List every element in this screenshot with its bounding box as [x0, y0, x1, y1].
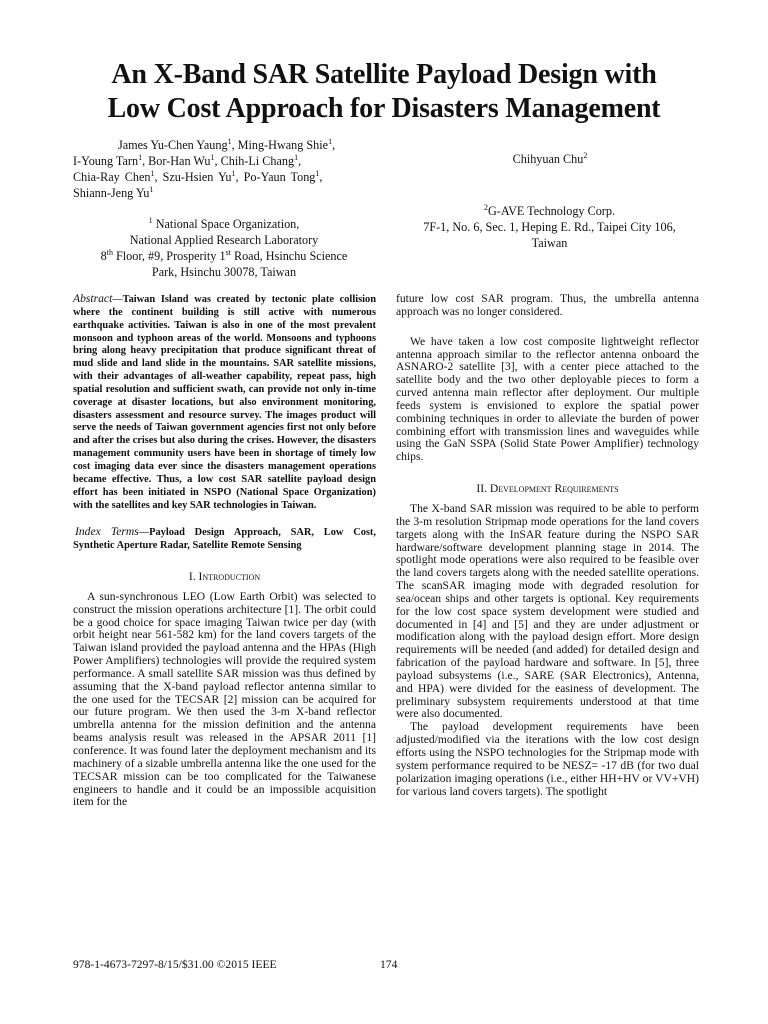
affiliation-left — [74, 216, 374, 280]
author-name: Chihyuan Chu — [512, 152, 584, 166]
author-list-right: Chihyuan Chu$^2$ — [512, 150, 588, 166]
title-line-2: Low Cost Approach for Disasters Management — [107, 93, 661, 124]
abstract-body: Taiwan Island was created by tectonic plate collision where the continent building is still active with numerous earthquake activities. Taiwan is also in one of the most prevalent monsoon and typhoon areas of the world. Monsoons and typhoons bring along heavy precipitation that produce significant threat of mud slide and land slide in the mountains. SAR satellite missions, with their advantages of all-weather capability, repeat pass, high spatial resolution and sufficient swath, can provide not only in-time coverage at disaster locations, but also environment monitoring, disasters assessment and resource survey. The images product will serve the needs of Taiwan government agencies first not only before and after the crises but also during the crises. However, the disasters management community users have been in shortage of timely low cost imaging data ever since the disasters management operations became effective. Thus, a low cost SAR satellite payload design effort has been initiated in NSPO (National Space Organization) with the satellites and key SAR technologies in Taiwan. — [73, 294, 376, 511]
right-column — [396, 293, 699, 798]
affiliation-line-3: 8th Floor, #9, Prosperity 1st Road, Hsinchu Science — [100, 247, 348, 263]
affiliation-line-3: Taiwan — [531, 236, 568, 250]
affiliation-right — [397, 203, 702, 251]
index-terms-body: Payload Design Approach, SAR, Low Cost, Synthetic Aperture Radar, Satellite Remote Sensing — [73, 527, 376, 552]
index-terms-heading: Index Terms — [75, 525, 139, 539]
paragraph: A sun-synchronous LEO (Low Earth Orbit) was selected to construct the mission operations architecture [1]. The orbit could be a good choice for space imaging Taiwan twice per day (with orbit height near 561-582 km) for the land covers targets of the Taiwan island provided the payload antenna and the HPAs (High Power Amplifiers) technologies will provide the required system performance. A small satellite SAR mission was thus defined by assuming that the X-band payload reflector antenna similar to the one used for the TECSAR [2] mission can be acquired for our future program. We then used the 3-m X-band reflector umbrella antenna for the mission definition and the antenna beams analysis result was released in the APSAR 2011 [1] conference. It was found later the deployment mechanism and its machinery of a sizable umbrella antenna like the one used for the TECSAR mission can be too complicated for the Taiwanese engineers to handle and it could be an impossible acquisition item for the — [73, 589, 376, 809]
paragraph: The X-band SAR mission was required to be able to perform the 3-m resolution Stripmap mode operations for the land covers targets along with the InSAR feature during the NSPO SAR hardware/software development planning stage in 2014. The spotlight mode operations were also required to be feasible over the land covers targets along with the needed satellite operations. The scanSAR imaging mode with degraded resolution for sea/ocean ships and other targets is optional. Key requirements for the low cost space system development were studied and documented in [4] and [5] and they are under adjustment or modification along with the payload design effort. More design requirements will be needed (and added) for detailed design and fabrication of the payload hardware and software. In [5], three payload subsystems (i.e., SARE (SAR Electronics), Antenna, and HPA) were divided for the easiness of development. The preliminary subsystem requirements understood at that time were also documented. — [396, 501, 699, 721]
abstract: Abstract—Taiwan Island was created by tectonic plate collision where the continent building is still active with numerous earthquake activities. Taiwan is also in one of the most prevalent monsoon and typhoon areas of the world. Monsoons and typhoons bring along heavy precipitation that produce significant threat of mud slide and land slide in the mountains. SAR satellite missions, with their advantages of all-weather capability, repeat pass, high spatial resolution and sufficient swath, can provide not only in-time coverage at disaster locations, but also environment monitoring, disasters assessment and resource survey. The images product will serve the needs of Taiwan government agencies first not only before and after the crises but also during the crises. However, the disasters management community users have been in shortage of timely low cost imaging data ever since the disasters management operations became effective. Thus, a low cost SAR satellite payload design effort has been initiated in NSPO (National Space Organization) with the satellites and key SAR technologies in Taiwan. — [73, 292, 376, 511]
section-heading-development-requirements: II. Development Requirements — [476, 482, 619, 496]
index-terms: Index Terms—Payload Design Approach, SAR, Low Cost, Synthetic Aperture Radar, Satellite Remote Sensing — [73, 525, 376, 552]
paragraph: We have taken a low cost composite lightweight reflector antenna approach similar to the reflector antenna onboard the ASNARO-2 satellite [3], with a center piece attached to the satellite body and the two other deployable pieces to form a curved antenna main reflector after deployment. Our multiple feeds system is envisioned to explore the spatial power combining techniques in order to alleviate the burden of power combining effort with transmission lines and waveguides while using the GaN SSPA (Solid State Power Amplifier) technology chips. — [396, 334, 699, 464]
author-line-2: I-Young Tarn$^1$, Bor-Han Wu$^1$, Chih-Li Chang$^1$, — [73, 152, 302, 168]
footer-isbn: 978-1-4673-7297-8/15/$31.00 ©2015 IEEE — [73, 958, 277, 971]
left-column — [73, 293, 376, 809]
author-line-3: Chia-Ray Chen$^1$, Szu-Hsien Yu$^1$, Po-Yaun Tong$^1$, — [73, 168, 323, 184]
author-line-1: James Yu-Chen Yaung$^1$, Ming-Hwang Shie$^1$, — [118, 136, 336, 152]
affiliation-line-1: $^2$G-AVE Technology Corp. — [484, 202, 615, 218]
affiliation-line-4: Park, Hsinchu 30078, Taiwan — [151, 265, 297, 279]
affiliation-line-1: $^1$ National Space Organization, — [148, 215, 300, 231]
paragraph: future low cost SAR program. Thus, the umbrella antenna approach was no longer considered. — [396, 292, 699, 318]
affiliation-line-2: National Applied Research Laboratory — [129, 233, 319, 247]
affiliation-line-2: 7F-1, No. 6, Sec. 1, Heping E. Rd., Taipei City 106, — [423, 220, 676, 234]
author-line-4: Shiann-Jeng Yu$^1$ — [73, 184, 154, 200]
title-line-1: An X-Band SAR Satellite Payload Design with — [111, 59, 657, 90]
author-list-left — [73, 137, 373, 201]
page-number: 174 — [380, 958, 398, 971]
paper-title — [0, 58, 768, 126]
section-heading-introduction: I. Introduction — [188, 570, 261, 584]
abstract-heading: Abstract — [73, 292, 113, 305]
paragraph: The payload development requirements have been adjusted/modified via the iterations with the low cost design efforts using the NSPO technologies for the Stripmap mode with system performance required to be NESZ= -17 dB (for two dual polarization imaging operations (i.e., either HH+HV or VV+VH) for various land covers targets). The spotlight — [396, 720, 699, 798]
